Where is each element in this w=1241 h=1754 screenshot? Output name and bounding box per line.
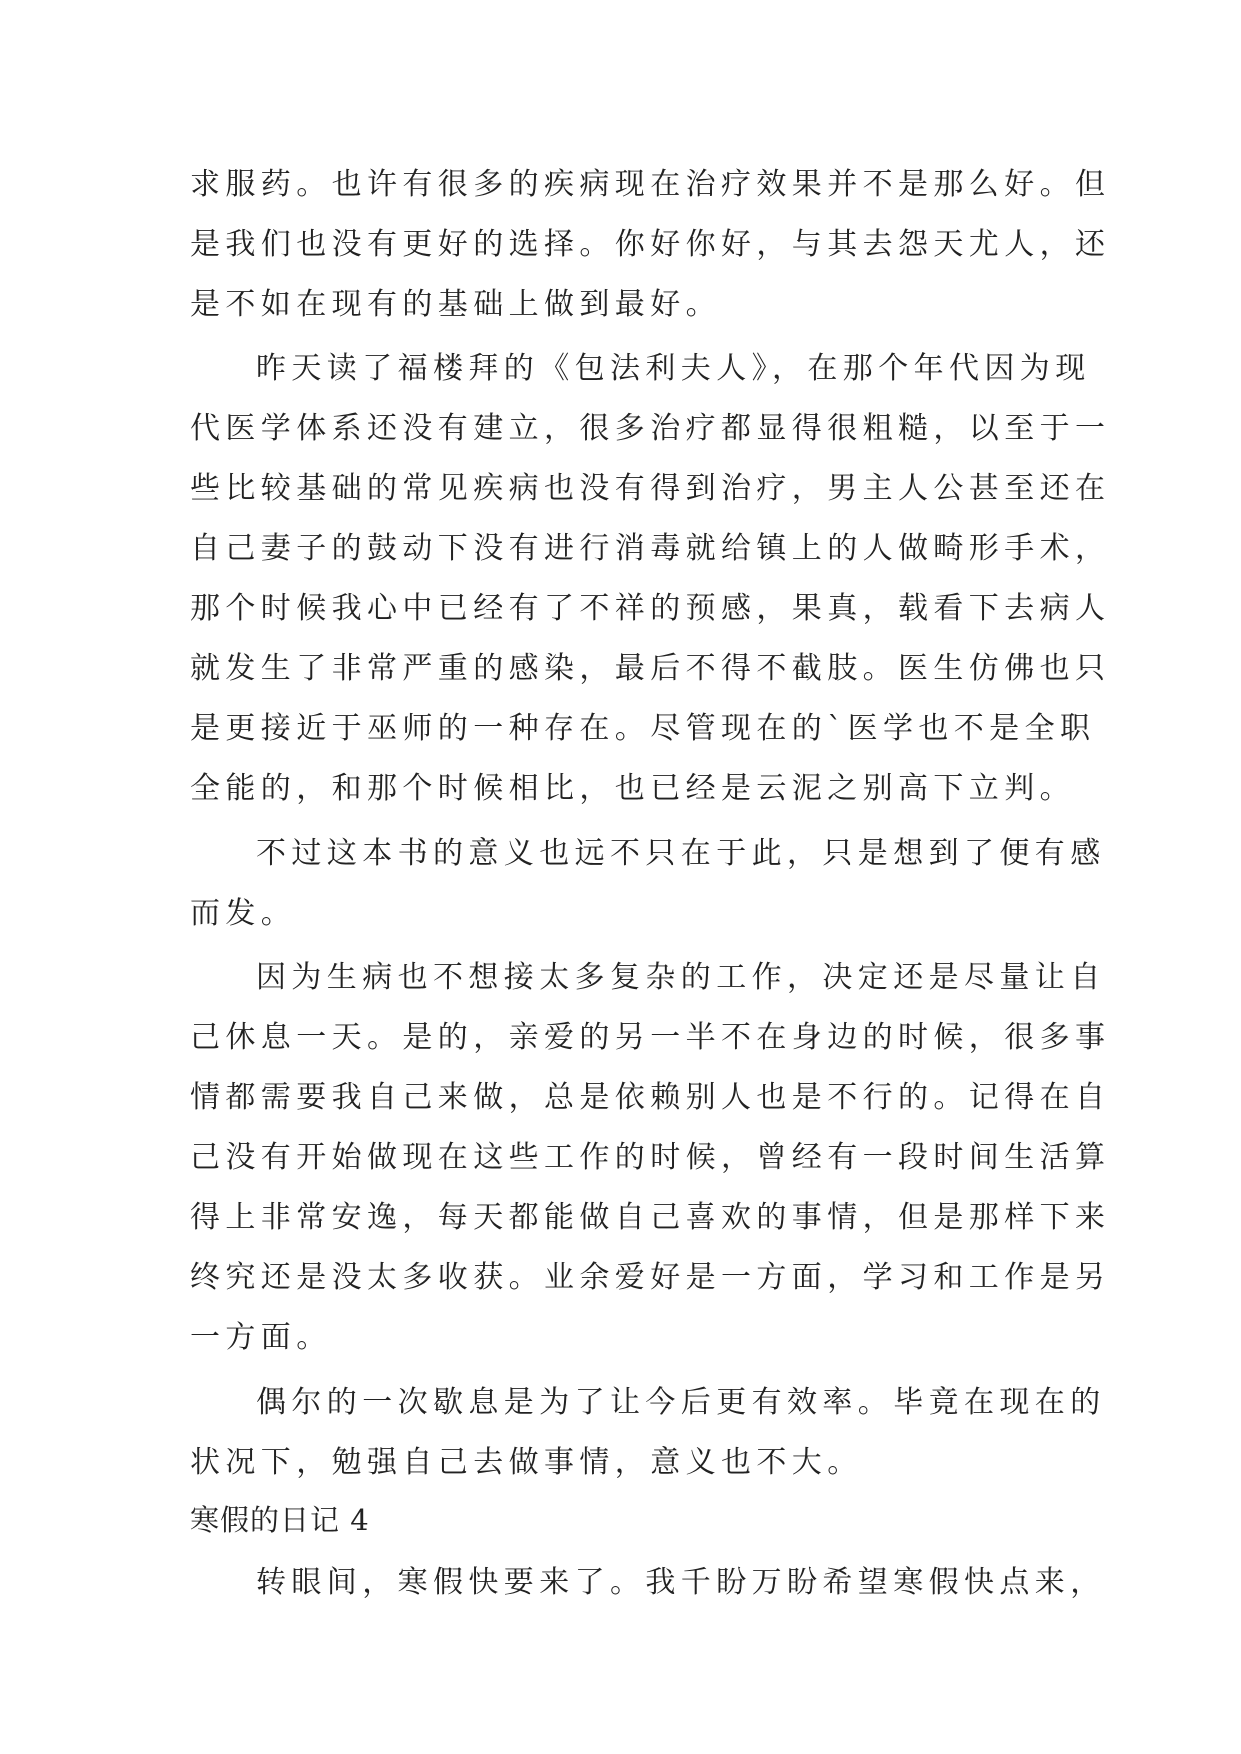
paragraph-first-line: 偶尔的一次歇息是为了让今后更有效率。毕竟在现在的	[256, 1385, 1106, 1420]
text-line: 就发生了非常严重的感染，最后不得不截肢。医生仿佛也只	[190, 651, 1111, 686]
paragraph-first-line: 昨天读了福楼拜的《包法利夫人》，在那个年代因为现	[256, 351, 1091, 386]
text-line: 己休息一天。是的，亲爱的另一半不在身边的时候，很多事	[190, 1020, 1111, 1055]
text-line: 全能的，和那个时候相比，也已经是云泥之别高下立判。	[190, 771, 1075, 806]
text-line: 己没有开始做现在这些工作的时候，曾经有一段时间生活算	[190, 1140, 1111, 1175]
text-line: 些比较基础的常见疾病也没有得到治疗，男主人公甚至还在	[190, 471, 1111, 506]
text-line: 得上非常安逸，每天都能做自己喜欢的事情，但是那样下来	[190, 1200, 1111, 1235]
text-line: 是更接近于巫师的一种存在。尽管现在的`医学也不是全职	[190, 711, 1096, 746]
text-line: 而发。	[190, 896, 297, 931]
text-line: 求服药。也许有很多的疾病现在治疗效果并不是那么好。但	[190, 167, 1111, 202]
text-line: 自己妻子的鼓动下没有进行消毒就给镇上的人做畸形手术，	[190, 531, 1111, 566]
text-line: 是我们也没有更好的选择。你好你好，与其去怨天尤人，还	[190, 227, 1111, 262]
paragraph-first-line: 转眼间，寒假快要来了。我千盼万盼希望寒假快点来，	[256, 1565, 1106, 1600]
text-line: 终究还是没太多收获。业余爱好是一方面，学习和工作是另	[190, 1260, 1111, 1295]
paragraph-first-line: 不过这本书的意义也远不只在于此，只是想到了便有感	[256, 836, 1106, 871]
text-line: 情都需要我自己来做，总是依赖别人也是不行的。记得在自	[190, 1080, 1111, 1115]
section-heading: 寒假的日记 4	[190, 1503, 370, 1537]
text-line: 代医学体系还没有建立，很多治疗都显得很粗糙，以至于一	[190, 411, 1111, 446]
text-line: 状况下，勉强自己去做事情，意义也不大。	[190, 1445, 863, 1480]
text-line: 是不如在现有的基础上做到最好。	[190, 287, 721, 322]
text-line: 一方面。	[190, 1320, 332, 1355]
paragraph-first-line: 因为生病也不想接太多复杂的工作，决定还是尽量让自	[256, 960, 1106, 995]
text-line: 那个时候我心中已经有了不祥的预感，果真，载看下去病人	[190, 591, 1111, 626]
